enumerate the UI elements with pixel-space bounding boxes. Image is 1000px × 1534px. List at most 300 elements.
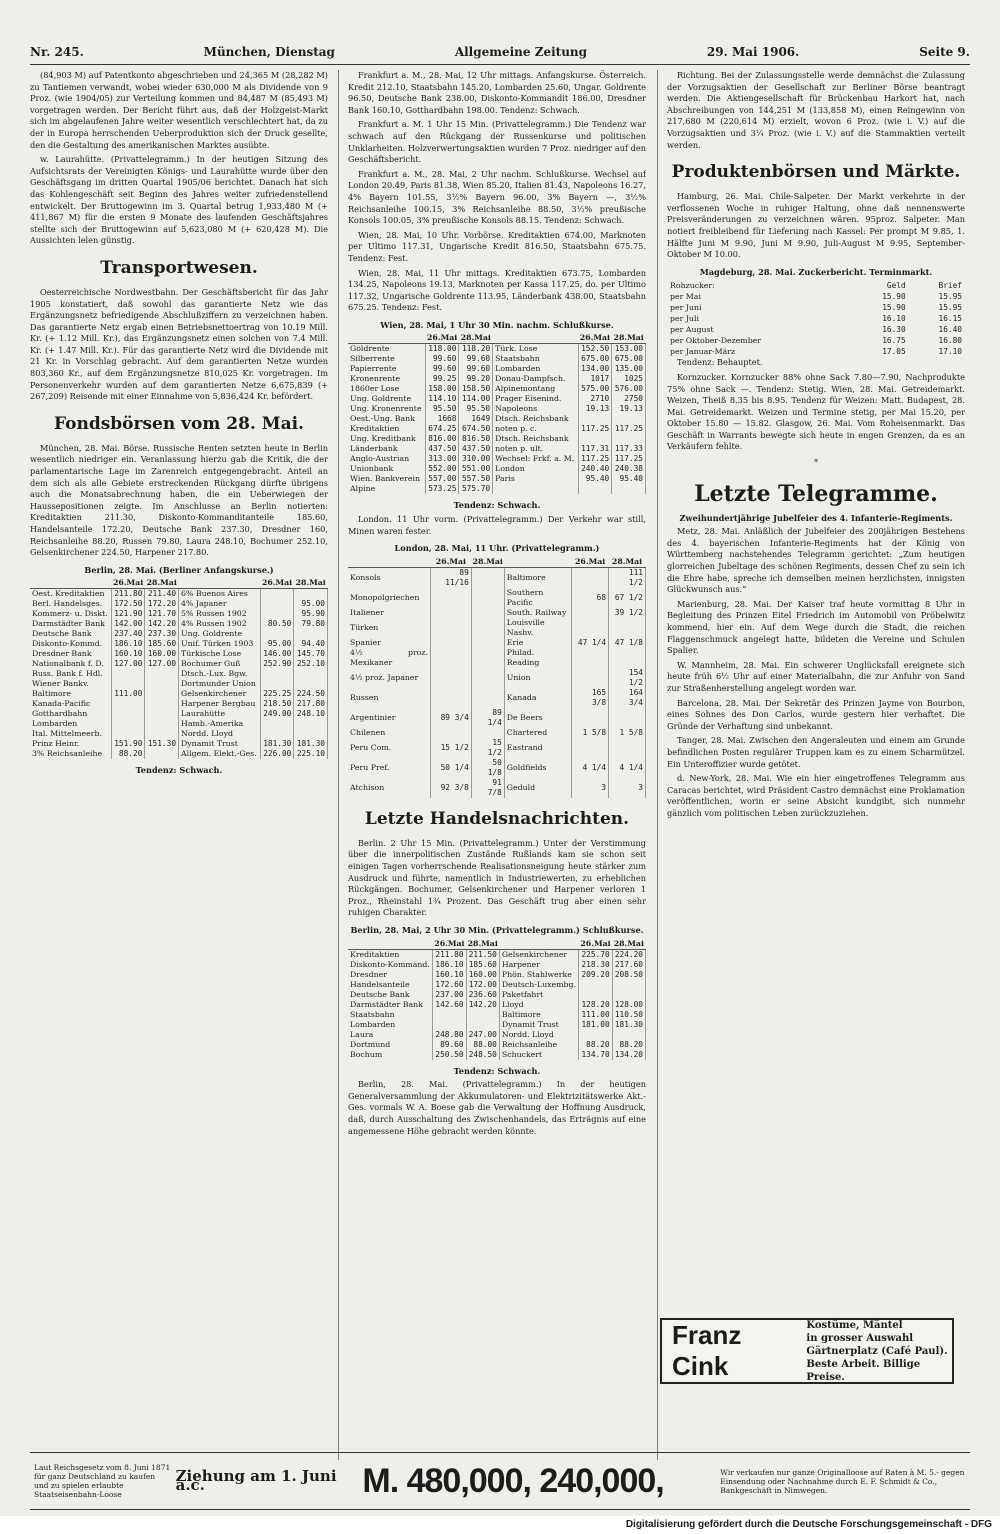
quotes-table-london [348,557,646,798]
quote-value: 172.20 [145,599,179,609]
table-row [667,335,965,346]
quote-value [433,1020,466,1030]
price-value: 16.15 [938,314,962,324]
quote-value [579,1030,612,1040]
quote-value [260,729,294,739]
column-3 [667,70,965,1460]
quote-value: 142.60 [433,1000,466,1010]
term-label: per Januar-März [670,347,736,357]
quote-value: 181.30 [260,739,294,749]
quote-value: 816.50 [459,434,493,444]
quote-value: 160.10 [111,649,145,659]
table-row [30,599,328,609]
quote-value [572,608,609,618]
quote-value: 181.00 [579,1020,612,1030]
table-row [348,364,646,374]
tendenz: Tendenz: Schwach. [135,765,223,776]
article-markets: Kornzucker. Kornzucker 88% ohne Sack 7.80—7.90, Nachprodukte 75% ohne Sack —. Tendenz: Stetig. Wien, 28. Mai. Getreidemarkt. Weizen, Theiß 8.35 bis 8.95. Tendenz für Weizen: Matt. Budapest, 28. Mai. Getreidemarkt. Weizen und Termine stetig, per Mai 15.20, per Oktober 15.80 — 15.82. Glasgow, 26. Mai. Vom Roheisenmarkt. Das Geschäft in Warrants bewegte sich heute in engen Grenzen, da es an Verkäufern fehlte. [667,371,965,452]
security-name: Harpener Bergbau [179,699,261,709]
quote-value [612,980,645,990]
quote-value: 114.10 [425,394,459,404]
table-header-cell: 26.Mai [427,333,458,343]
quote-value [430,668,471,688]
table-header-cell: 28.Mai [472,556,503,566]
quote-value: 164 3/4 [609,688,646,708]
security-name: Nordd. Lloyd [499,1030,578,1040]
quote-value: 674.50 [459,424,493,434]
quote-value [145,679,179,689]
security-name: Nationalbank f. D. [30,659,111,669]
issue-date: 29. Mai 1906. [706,45,800,59]
security-name: Paris [493,474,578,484]
security-name: Allgem. Elekt.-Ges. [179,749,261,759]
table-header-cell: 28.Mai [295,578,326,588]
security-name: Wiener Bankv. [30,679,111,689]
quote-value: 89 1/4 [471,708,504,728]
quote-value: 252.90 [260,659,294,669]
security-name: Eastrand [504,738,571,758]
quote-value [609,648,646,668]
security-name: Erie [504,638,571,648]
security-name: Wechsel: Frkf. a. M. [493,454,578,464]
quote-value: 247.00 [466,1030,499,1040]
security-name: Reichsanleihe [499,1040,578,1050]
column-rule [338,70,339,1460]
security-name: Geduld [504,778,571,798]
issue-number: Nr. 245. [30,45,84,59]
quote-value [294,729,328,739]
security-name: Louisville Nashv. [504,618,571,638]
ad-lottery-left: Laut Reichsgesetz vom 8. Juni 1871 für ganz Deutschland zu kaufen und zu spielen erlaubte Staatseisenbahn-Loose [34,1463,171,1499]
security-name: Berl. Handelsges. [30,599,111,609]
security-name: Harpener [499,960,578,970]
quote-value [294,629,328,639]
table-header-cell [348,939,433,950]
security-name: Unionbank [348,464,425,474]
table-row [30,719,328,729]
sugar-table [667,280,965,357]
quote-value: 111.00 [579,1010,612,1020]
security-name: Oest.-Ung. Bank [348,414,425,424]
quote-value: 552.00 [425,464,459,474]
quote-value: 172.00 [466,980,499,990]
quote-value [471,688,504,708]
security-name: Darmstädter Bank [30,619,111,629]
quote-value: 252.10 [294,659,328,669]
paper-title: Allgemeine Zeitung [454,45,588,59]
digitization-credit: Digitalisierung gefördert durch die Deutsche Forschungsgemeinschaft - DFG [0,1516,1000,1534]
quote-value: 225.70 [579,949,612,960]
section-title-transport: Transportwesen. [100,257,258,278]
quote-value [471,608,504,618]
ad-lottery-date: Ziehung am 1. Juni a.c. [175,1467,337,1494]
quote-value [430,648,471,668]
security-name: Deutsche Bank [30,629,111,639]
security-name: De Beers [504,708,571,728]
quote-value: 575.70 [459,484,493,494]
table-header-cell: Brief [938,281,962,291]
security-name: Ung. Goldrente [348,394,425,404]
security-name: Phön. Stahlwerke [499,970,578,980]
quotes-table-berlin-2 [348,939,646,1060]
quote-value: 160.00 [466,970,499,980]
table-row [348,474,646,484]
quote-value: 158.50 [459,384,493,394]
table-row [348,618,646,638]
article-tanger: Tanger, 28. Mai. Zwischen den Angeraleuten und einem am Grunde befindlichen Posten regulärer Truppen kam es zu einem Scharmützel. Ein Unteroffizier wurde getötet. [667,735,965,769]
table-title: London, 28. Mai, 11 Uhr. (Privattelegramm.) [394,543,600,554]
table-row [348,1050,646,1060]
ad-name: Franz Cink [672,1320,742,1381]
security-name: Dtsch.-Lux. Bgw. [179,669,261,679]
table-title: Magdeburg, 28. Mai. Zuckerbericht. Terminmarkt. [699,266,933,277]
ad-details [806,1319,952,1384]
price-value: 15.95 [938,292,962,302]
security-name: Staatsbahn [493,354,578,364]
quote-value [260,669,294,679]
quote-value: 117.33 [612,444,646,454]
table-header-cell: 28.Mai [146,578,177,588]
article-laurahuette: w. Laurahütte. (Privattelegramm.) In der heutigen Sitzung des Aufsichtsrats der Vereinigten Königs- und Laurahütte wurde über den Geschäftsgang im dritten Quartal 1905/06 berichtet. Danach hat sich das Kohlengeschäft seit Beginn des Jahres weiter zufriedenstellend entwickelt. Der Bruttogewinn im 3. Quartal betrug 1,933,480 M (+ 411,867 M) für die ersten 9 Monate des laufenden Geschäftsjahres stellte sich der Bruttogewinn auf 5,623,080 M (+ 620,428 M). Die Aussichten lelen günstig. [30,154,328,246]
security-name: South. Railway [504,608,571,618]
quote-value: 237.40 [111,629,145,639]
security-name: Konsols [348,567,430,588]
table-header-cell: 26.Mai [261,578,293,588]
quote-value [260,719,294,729]
tendenz: Tendenz: Behauptet. [677,357,763,368]
quote-value [572,738,609,758]
quote-value [260,629,294,639]
table-row [30,689,328,699]
security-name: Schuckert [499,1050,578,1060]
quote-value: 99.20 [459,374,493,384]
quote-value [572,648,609,668]
column-2 [348,70,646,1460]
article-frankfurt: Frankfurt a. M., 28. Mai, 12 Uhr mittags. Anfangskurse. Österreich. Kredit 212.10, Staatsbahn 145.20, Lombarden 25.60, Ungar. Goldrente 96.50, Deutsche Bank 238.00, Diskonto-Kommandit 186.00, Dresdner Bank 160.10, Gotthardbahn 198.00. Tendenz: Schwach. [348,70,646,115]
table-header-cell: Geld [886,281,906,291]
quote-value [612,414,646,424]
section-title-produkt: Produktenbörsen und Märkte. [671,162,961,183]
quote-value: 211.80 [433,949,466,960]
security-name: Kanada [504,688,571,708]
security-name: Russen [348,688,430,708]
quote-value: 19.13 [578,404,612,414]
quote-value [609,708,646,728]
price-value: 16.40 [938,325,962,335]
security-name: Goldfields [504,758,571,778]
security-name: Alpine [348,484,425,494]
quote-value: 117.25 [578,454,612,464]
ad-lottery-amount: M. 480,000, 240,000, [362,1461,664,1500]
quote-value: 91 7/8 [471,778,504,798]
security-name: Peru Pref. [348,758,430,778]
quote-value [466,1010,499,1020]
security-name: Dynamit Trust [499,1020,578,1030]
ad-address: Gärtnerplatz (Café Paul). [806,1345,948,1357]
table-header-cell [504,557,571,568]
security-name: Russ. Bank f. Hdl. [30,669,111,679]
quote-value: 3 [572,778,609,798]
quotes-table-wien [348,333,646,494]
security-name: 3% Reichsanleihe [30,749,111,759]
article-text: (84,903 M) auf Patentkonto abgeschrieben und 24,365 M (28,282 M) zu Tantiemen verwandt, wobei wieder 630,000 M als Dividende von 9 Proz. (wie 1904/05) zur Verteilung kommen und 84,487 M (85,493 M) vorgetragen werden. Der Bericht führt aus, daß der Holzgeist-Markt sich im abgelaufenen Jahre weiter wesentlich verschlechtert hat, da zu der in Europa herrschenden Ueberproduktion sich der Druck gesellte, den die Gestaltung des amerikanischen Marktes ausübte. [30,70,328,150]
quote-value: 134.00 [578,364,612,374]
quote-value: 675.00 [578,354,612,364]
quote-value: 437.50 [425,444,459,454]
quote-value [145,699,179,709]
table-row [30,609,328,619]
quote-value: 79.80 [294,619,328,629]
article-london: London. 11 Uhr vorm. (Privattelegramm.) Der Verkehr war still, Minen waren fester. [348,514,646,536]
quote-value [471,638,504,648]
quote-value: 313.00 [425,454,459,464]
security-name: Argentinier [348,708,430,728]
security-name: Dortmund [348,1040,433,1050]
quote-value: 128.00 [612,1000,645,1010]
quote-value [430,638,471,648]
table-row [348,1010,646,1020]
quote-value: 185.60 [466,960,499,970]
price-value: 15.90 [882,292,906,302]
price-value: 17.05 [882,347,906,357]
security-name: Baltimore [30,689,111,699]
security-name: Unif. Türken 1903 [179,639,261,649]
security-name: Ung. Kronenrente [348,404,425,414]
quote-value [572,668,609,688]
quote-value: 99.60 [425,354,459,364]
quote-value: 1 5/8 [609,728,646,738]
term-label: per Oktober-Dezember [670,336,762,346]
table-header-cell: 28.Mai [609,557,646,568]
table-header-cell: 26.Mai [580,938,611,948]
quote-value: 211.40 [145,589,179,600]
table-header-cell [348,557,430,568]
quote-value: 160.10 [433,970,466,980]
security-name: Lombarden [30,719,111,729]
quote-value: 88.00 [466,1040,499,1050]
security-name: Lombarden [493,364,578,374]
security-name: 4½ proz. Mexikaner [348,648,430,668]
security-name: Philad. Reading [504,648,571,668]
table-header-cell [348,333,425,344]
security-name: Kronenrente [348,374,425,384]
security-name: Ung. Goldrente [179,629,261,639]
quote-value: 1017 [578,374,612,384]
table-row [348,588,646,608]
quote-value: 110.50 [612,1010,645,1020]
table-row [30,749,328,759]
quote-value: 142.00 [111,619,145,629]
security-name: Ung. Kreditbank [348,434,425,444]
quote-value: 1668 [425,414,459,424]
column-rule [657,70,658,1460]
quote-value: 1025 [612,374,646,384]
quote-value: 146.00 [260,649,294,659]
article-handel: Berlin. 2 Uhr 15 Min. (Privattelegramm.) Unter der Verstimmung über die innerpolitischen Zustände Rußlands kam sie schon seit einigen Tagen vorherrschende Realisationsneigung heute stärker zum Ausdruck und führte, namentlich in Industriewerten, zu erheblichen Rückgängen. Bochumer, Gelsenkirchener und Harpener verloren 1 Proz., Rheinstahl 1¾ Prozent. Das Geschäft trug aber einen sehr ruhigen Charakter. [348,837,646,918]
quote-value: 186.10 [111,639,145,649]
security-name: 4% Japaner [179,599,261,609]
table-row [348,404,646,414]
quote-value: 50 1/8 [471,758,504,778]
table-header-cell: 28.Mai [460,333,491,343]
quote-value: 95.00 [294,599,328,609]
table-row [348,344,646,355]
place-day: München, Dienstag [203,45,335,59]
quote-value [572,567,609,588]
table-row [30,619,328,629]
quote-value: 154 1/2 [609,668,646,688]
quote-value: 128.20 [579,1000,612,1010]
security-name: Kreditaktien [348,949,433,960]
quote-value: 50 1/4 [430,758,471,778]
security-name: Dtsch. Reichsbank [493,434,578,444]
quote-value [612,1030,645,1040]
security-name: Kommerz- u. Diskt. [30,609,111,619]
quote-value: 236.60 [466,990,499,1000]
security-name: Länderbank [348,444,425,454]
quote-value: 165 3/8 [572,688,609,708]
quote-value [579,980,612,990]
table-row [348,1030,646,1040]
security-name: 1860er Lose [348,384,425,394]
table-row [348,638,646,648]
table-row [348,990,646,1000]
quote-value: 248.50 [466,1050,499,1060]
quote-value: 1 5/8 [572,728,609,738]
quote-value: 95.00 [260,639,294,649]
table-row [348,648,646,668]
table-row [348,484,646,494]
quote-value: 226.00 [260,749,294,759]
quote-value [471,728,504,738]
table-row [348,949,646,960]
quote-value: 237.30 [145,629,179,639]
table-header-cell: 26.Mai [430,557,471,568]
table-row [30,709,328,719]
quote-value: 117.25 [612,424,646,434]
security-name [493,484,578,494]
security-name: noten p. c. [493,424,578,434]
table-row [348,668,646,688]
table-header-cell [499,939,578,950]
quote-value: 437.50 [459,444,493,454]
security-name: Türken [348,618,430,638]
quote-value: 218.30 [579,960,612,970]
table-row [30,679,328,689]
quote-value: 675.00 [612,354,646,364]
quote-value: 80.50 [260,619,294,629]
quote-value: 575.00 [578,384,612,394]
security-name: Spanier [348,638,430,648]
section-title-handel: Letzte Handelsnachrichten. [364,808,630,829]
quote-value [294,589,328,600]
security-name: Darmstädter Bank [348,1000,433,1010]
security-name: Peru Com. [348,738,430,758]
table-row [30,729,328,739]
security-name: Dresdner [348,970,433,980]
ad-line: Kostüme, Mäntel [806,1319,903,1331]
quote-value [612,484,646,494]
table-header-cell: 26.Mai [579,333,611,343]
quote-value: 2750 [612,394,646,404]
quote-value [579,990,612,1000]
quote-value [471,618,504,638]
quote-value: 151.30 [145,739,179,749]
security-name: 4% Russen 1902 [179,619,261,629]
table-row [348,464,646,474]
quote-value: 225.10 [294,749,328,759]
quote-value [578,414,612,424]
quote-value: 152.50 [578,344,612,355]
quote-value: 576.00 [612,384,646,394]
article-hamburg: Hamburg, 26. Mai. Chile-Salpeter. Der Markt verkehrte in der verflossenen Woche in ruhiger Haltung, ohne daß nennenswerte Preisveränderungen zu verzeichnen wären. 95proz. Salpeter. Man notiert freibleibend für Lieferung nach Kassel: Per prompt M 9.85, 1. Hälfte Juni M 9.90, Juni M 9.90, Juli-August M 9.95, September-Oktober M 10.00. [667,191,965,260]
table-header-cell: 26.Mai [434,938,465,948]
price-value: 16.75 [882,336,906,346]
security-name: 6% Buenos Aires [179,589,261,600]
quote-value: 111 1/2 [609,567,646,588]
table-row [30,699,328,709]
section-title-telegramme: Letzte Telegramme. [694,480,938,507]
table-row [348,374,646,384]
quote-value: 15 1/2 [471,738,504,758]
quote-value: 135.00 [612,364,646,374]
term-label: per Juli [670,314,699,324]
table-row [348,608,646,618]
quote-value [578,434,612,444]
quote-value: 117.25 [612,454,646,464]
article-fonds: München, 28. Mai. Börse. Russische Renten setzten heute in Berlin wesentlich niedriger ein. Veranlassung hierzu gab die Kritik, die der parlamentarische Lage im Zarenreich entgegengebracht. Anteil an dem sich als alle Gebiete erstreckenden Rückgang dürfte übrigens auch die Monatsabrechnung haben, die ein Ueberwiegen der Haussepositionen zeigte. Im Anschlusse an Berlin notierten: Kreditaktien 211.30, Diskonto-Kommanditanteile 185.60, Handelsanteile 172.20, Deutsche Bank 237.30, Dresdner 160, Reichsanleihe 88.20, Russen 79.80, Laura 248.10, Bochumer 252.10, Gelsenkirchener 224.50, Harpener 217.80. [30,442,328,558]
quote-value: 95.40 [578,474,612,484]
table-row [348,384,646,394]
table-row [667,324,965,335]
table-row [348,434,646,444]
quote-value: 225.25 [260,689,294,699]
quotes-table-berlin [30,578,328,759]
table-row [348,728,646,738]
table-row [667,346,965,357]
quote-value [145,689,179,699]
article-marienburg: Marienburg, 28. Mai. Der Kaiser traf heute vormittag 8 Uhr in Begleitung des Prinzen Eitel Friedrich im Automobil von Pröbelwitz kommend, hier ein. Auf dem Wege durch die Stadt, die reichen Flaggenschmuck angelegt hatte, bildeten die Vereine und Schulen Spalier. [667,598,965,656]
article-frankfurt-2: Frankfurt a. M. 1 Uhr 15 Min. (Privattelegramm.) Die Tendenz war schwach auf den Rückgang der Russenkurse und politischen Unklarheiten. Holzverwertungsaktien wurden 7 Proz. niedriger auf den Geschäftsbericht. [348,119,646,165]
security-name: Nordd. Lloyd [179,729,261,739]
advertisement-franz-cink [660,1318,954,1384]
quote-value [260,609,294,619]
quote-value [572,618,609,638]
quote-value: 118.00 [425,344,459,355]
table-row [348,970,646,980]
quote-value: 551.00 [459,464,493,474]
security-name: Lombarden [348,1020,433,1030]
quote-value [471,668,504,688]
quote-value [111,699,145,709]
quote-value [145,749,179,759]
table-row [30,589,328,600]
quote-value: 117.25 [578,424,612,434]
table-row [30,649,328,659]
quote-value: 99.25 [425,374,459,384]
subheading-jubel: Zweihundertjährige Jubelfeier des 4. Infanterie-Regiments. [679,512,953,523]
table-row [348,708,646,728]
quote-value: 153.00 [612,344,646,355]
quote-value: 4 1/4 [609,758,646,778]
quote-value [578,484,612,494]
quote-value: 4 1/4 [572,758,609,778]
quote-value: 217.80 [294,699,328,709]
table-header-cell: 26.Mai [112,578,144,588]
security-name: Prager Eisenind. [493,394,578,404]
table-row [348,394,646,404]
quote-value: 88.20 [579,1040,612,1050]
